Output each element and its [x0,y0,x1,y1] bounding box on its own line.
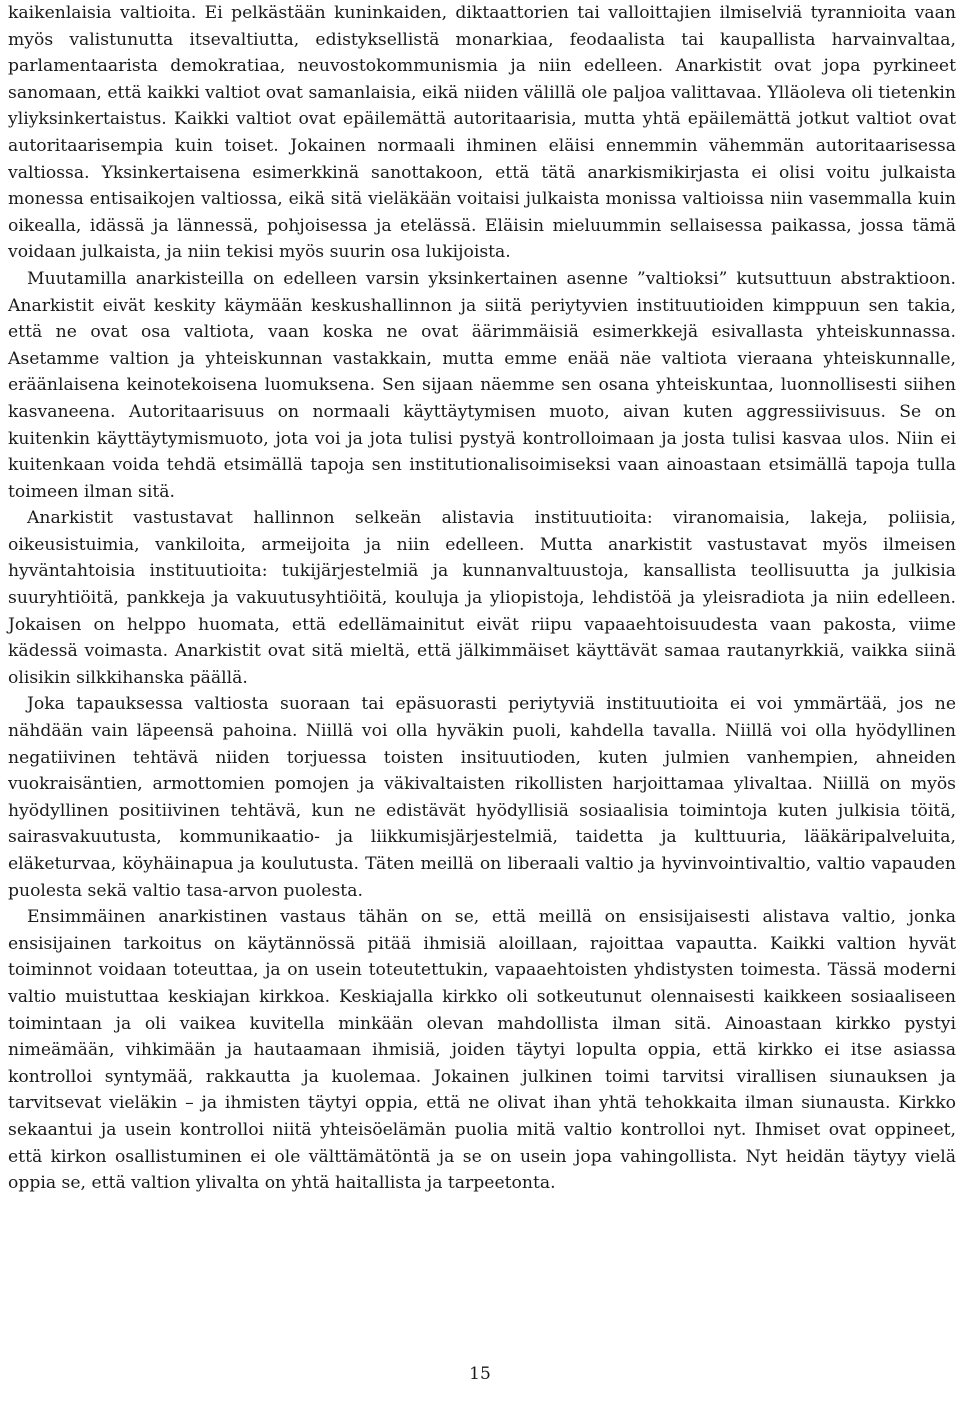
paragraph-1: kaikenlaisia valtioita. Ei pelkästään kuninkaiden, diktaattorien tai valloittajien ilmiselviä tyrannioita vaan myös valistunutta itsevaltiutta, edistyksellistä monarkiaa, feodaalista tai kaupallista harvainvaltaa, parlamentaarista demokratiaa, neuvostokommunismia ja niin edelleen. Anarkistit ovat jopa pyrkineet sanomaan, että kaikki valtiot ovat samanlaisia, eikä niiden välillä ole paljoa valittavaa. Ylläoleva oli tietenkin yliyksinkertaistus. Kaikki valtiot ovat epäilemättä autoritaarisia, mutta yhtä epäilemättä jotkut valtiot ovat autoritaarisempia kuin toiset. Jokainen normaali ihminen eläisi ennemmin vähemmän autoritaarisessa valtiossa. Yksinkertaisena esimerkkinä sanottakoon, että tätä anarkismikirjasta ei olisi voitu julkaista monessa entisaikojen valtiossa, eikä sitä vieläkään voitaisi julkaista monissa valtioissa niin vasemmalla kuin oikealla, idässä ja lännessä, pohjoisessa ja etelässä. Eläisin mieluummin sellaisessa paikassa, jossa tämä voidaan julkaista, ja niin tekisi myös suurin osa lukijoista. [8,3,956,263]
paragraph-2: Muutamilla anarkisteilla on edelleen varsin yksinkertainen asenne ”valtioksi” kutsuttuun abstraktioon. Anarkistit eivät keskity käymään keskushallinnon ja siitä periytyvien instituutioiden kimppuun sen takia, että ne ovat osa valtiota, vaan koska ne ovat äärimmäisiä esimerkkejä esivallasta yhteiskunnassa. Asetamme valtion ja yhteiskunnan vastakkain, mutta emme enää näe valtiota vieraana yhteiskunnalle, eräänlaisena keinotekoisena luomuksena. Sen sijaan näemme sen osana yhteiskuntaa, luonnollisesti siihen kasvaneena. Autoritaarisuus on normaali käyttäytymisen muoto, aivan kuten aggressiivisuus. Se on kuitenkin käyttäytymismuoto, jota voi ja jota tulisi pystyä kontrolloimaan ja josta tulisi kasvaa ulos. Niin ei kuitenkaan voida tehdä etsimällä tapoja sen institutionalisoimiseksi vaan ainoastaan etsimällä tapoja tulla toimeen ilman sitä. [8,268,956,502]
paragraph-5: Ensimmäinen anarkistinen vastaus tähän on se, että meillä on ensisijaisesti alistava valtio, jonka ensisijainen tarkoitus on käytännössä pitää ihmisiä aloillaan, rajoittaa vapautta. Kaikki valtion hyvät toiminnot voidaan toteuttaa, ja on usein toteutettukin, vapaaehtoisten yhdistysten toimesta. Tässä moderni valtio muistuttaa keskiajan kirkkoa. Keskiajalla kirkko oli sotkeutunut olennaisesti kaikkeen sosiaaliseen toimintaan ja oli vaikea kuvitella minkään olevan mahdollista ilman sitä. Ainoastaan kirkko pystyi nimeämään, vihkimään ja hautaamaan ihmisiä, joiden täytyi lopulta oppia, että kirkko ei itse asiassa kontrolloi syntymää, rakkautta ja kuolemaa. Jokainen julkinen toimi tarvitsi virallisen siunauksen ja tarvitsevat vieläkin – ja ihmisten täytyi oppia, että ne olivat ihan yhtä tehokkaita ilman siunausta. Kirkko sekaantui ja usein kontrolloi niitä yhteisöelämän puolia mitä valtio kontrolloi nyt. Ihmiset ovat oppineet, että kirkon osallistuminen ei ole välttämätöntä ja se on usein jopa vahingollista. Nyt heidän täytyy vielä oppia se, että valtion ylivalta on yhtä haitallista ja tarpeetonta. [8,907,956,1194]
paragraph-4: Joka tapauksessa valtiosta suoraan tai epäsuorasti periytyviä instituutioita ei voi ymmärtää, jos ne nähdään vain läpeensä pahoina. Niillä voi olla hyväkin puoli, kahdella tavalla. Niillä voi olla hyödyllinen negatiivinen tehtävä niiden torjuessa toisten insituutioden, kuten julmien vanhempien, ahneiden vuokraisäntien, armottomien pomojen ja väkivaltaisten rikollisten harjoittamaa ylivaltaa. Niillä on myös hyödyllinen positiivinen tehtävä, kun ne edistävät hyödyllisiä sosiaalisia toimintoja kuten julkisia töitä, sairasvakuutusta, kommunikaatio- ja liikkumisjärjestelmiä, taidetta ja kulttuuria, lääkäripalveluita, eläketurvaa, köyhäinapua ja koulutusta. Täten meillä on liberaali valtio ja hyvinvointivaltio, valtio vapauden puolesta sekä valtio tasa-arvon puolesta. [8,694,956,901]
paragraph-3: Anarkistit vastustavat hallinnon selkeän alistavia instituutioita: viranomaisia, lakeja, poliisia, oikeusistuimia, vankiloita, armeijoita ja niin edelleen. Mutta anarkistit vastustavat myös ilmeisen hyväntahtoisia instituutioita: tukijärjestelmiä ja kunnanvaltuustoja, kansallista teollisuutta ja julkisia suuryhtiöitä, pankkeja ja vakuutusyhtiöitä, kouluja ja yliopistoja, lehdistöä ja yleisradiota ja niin edelleen. Jokaisen on helppo huomata, että edellämainitut eivät riipu vapaaehtoisuudesta vaan pakosta, viime kädessä voimasta. Anarkistit ovat sitä mieltä, että jälkimmäiset käyttävät samaa rautanyrkkiä, vaikka siinä olisikin silkkihanska päällä. [8,508,956,688]
document-body [8,0,956,1197]
page-number: 15 [469,1364,491,1384]
